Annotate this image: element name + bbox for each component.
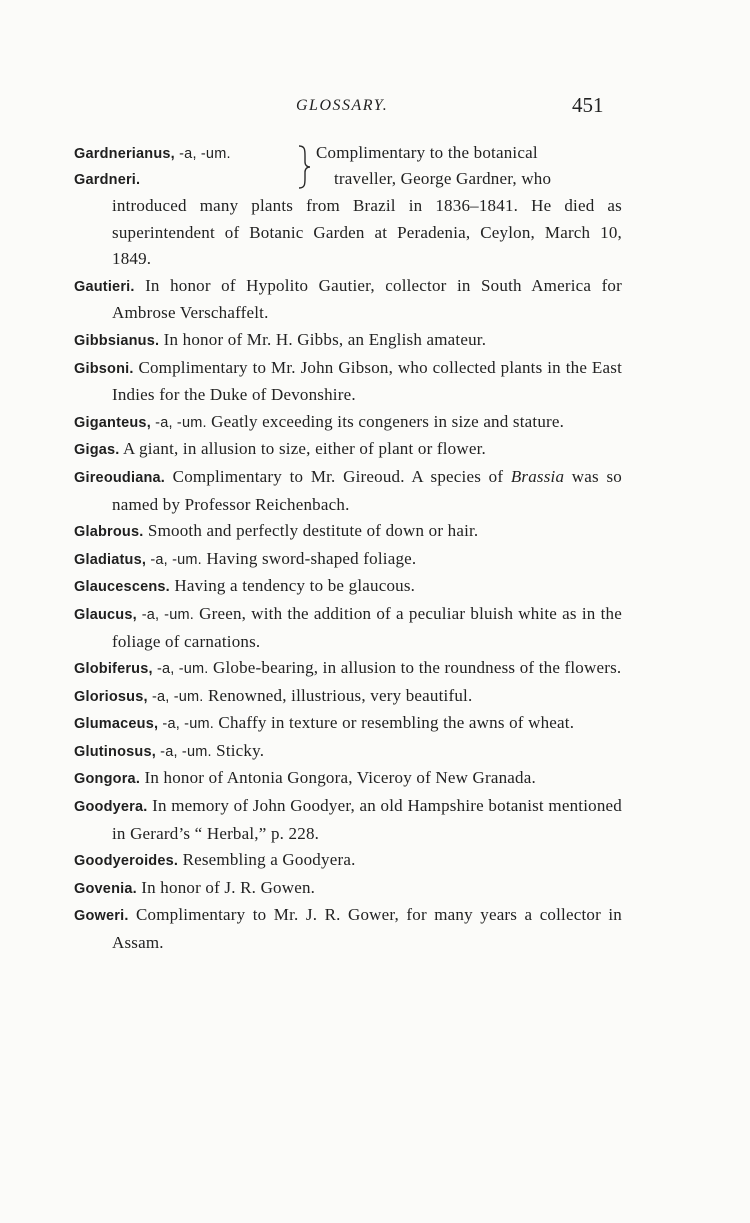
- glossary-entry: [74, 902, 622, 956]
- term-suffix: -a, -um.: [147, 688, 204, 705]
- term-suffix: -a, -um.: [152, 661, 209, 678]
- glossary-term: Gautieri.: [74, 278, 135, 295]
- glossary-entry: [74, 875, 622, 903]
- glossary-term: Gibbsianus.: [74, 332, 160, 349]
- glossary-term: Gibsoni.: [74, 360, 134, 377]
- glossary-list: [74, 140, 622, 957]
- term-suffix: -a, -um.: [136, 606, 194, 623]
- glossary-term: Giganteus,: [74, 414, 151, 431]
- definition-line-2: traveller, George Gardner, who: [334, 169, 552, 188]
- definition: Green, with the addition of a peculiar bluish white as in the foliage of carnations.: [112, 603, 623, 651]
- glossary-entry: [74, 464, 622, 518]
- definition: In honor of J. R. Gowen.: [136, 877, 316, 897]
- glossary-entry: [74, 793, 622, 847]
- glossary-entry: [74, 573, 622, 601]
- definition: Complimentary to Mr. John Gibson, who collected plants in the East Indies for the Duke of Devonshire.: [112, 357, 622, 405]
- glossary-term: Goodyera.: [74, 799, 148, 816]
- definition-continuation: introduced many plants from Brazil in 1836–1841. He died as superintendent of Botanic Garden at Peradenia, Ceylon, March 10, 1849.: [112, 196, 622, 269]
- term-suffix: -a, -um.: [150, 414, 207, 431]
- glossary-term: Glabrous.: [74, 524, 144, 541]
- glossary-entry: [74, 518, 622, 546]
- glossary-entry-gardnerianus: [74, 140, 622, 193]
- definition: Geatly exceeding its congeners in size and stature.: [206, 411, 565, 431]
- definition: A giant, in allusion to size, either of plant or flower.: [119, 439, 486, 459]
- glossary-term: Globiferus,: [74, 661, 153, 678]
- italic-genus: Brassia: [510, 466, 565, 486]
- glossary-term: Gloriosus,: [74, 688, 148, 705]
- page-title: GLOSSARY.: [296, 97, 389, 114]
- term-suffix: -a, -um.: [146, 551, 202, 568]
- glossary-entry: [74, 738, 622, 766]
- glossary-entry: [74, 273, 622, 327]
- glossary-term: Gigas.: [74, 442, 120, 459]
- glossary-term: Gardneri.: [74, 172, 141, 188]
- glossary-entry: [74, 327, 622, 355]
- glossary-entry: [74, 683, 622, 711]
- glossary-entry: [74, 436, 622, 464]
- definition: Having sword-shaped foliage.: [201, 548, 417, 568]
- definition: Complimentary to Mr. J. R. Gower, for many years a collector in Assam.: [112, 905, 622, 953]
- definition: Resembling a Goodyera.: [178, 850, 356, 870]
- glossary-term: Govenia.: [74, 880, 137, 897]
- page-number: 451: [572, 93, 604, 117]
- glossary-term: Glaucus,: [74, 606, 137, 623]
- glossary-entry: [74, 409, 622, 437]
- glossary-entry: [74, 765, 622, 793]
- definition: Having a tendency to be glaucous.: [169, 576, 416, 596]
- definition: Complimentary to Mr. Gireoud. A species of: [165, 466, 511, 486]
- definition: Renowned, illustrious, very beautiful.: [203, 685, 473, 705]
- glossary-term: Glaucescens.: [74, 579, 170, 596]
- definition: In honor of Mr. H. Gibbs, an English amateur.: [159, 329, 487, 349]
- glossary-term: Gireoudiana.: [74, 469, 166, 486]
- glossary-entry: [74, 847, 622, 875]
- glossary-term: Goweri.: [74, 908, 129, 925]
- glossary-entry: [74, 601, 622, 655]
- definition-end: was so named by Professor Reichenbach.: [112, 466, 622, 514]
- running-head: [0, 93, 750, 131]
- term-suffix: -a, -um.: [174, 146, 231, 162]
- definition-line-1: Complimentary to the botanical: [316, 143, 538, 162]
- glossary-term: Gardnerianus,: [74, 146, 175, 162]
- definition: In memory of John Goodyer, an old Hampshire botanist mentioned in Gerard’s “ Herbal,” p. 228.: [112, 796, 622, 843]
- right-brace-icon: [296, 144, 312, 190]
- glossary-term: Gladiatus,: [74, 551, 147, 568]
- glossary-entry: [74, 355, 622, 409]
- term-suffix: -a, -um.: [158, 716, 214, 733]
- definition: In honor of Hypolito Gautier, collector in South America for Ambrose Verschaffelt.: [112, 275, 622, 323]
- glossary-entry: [74, 710, 622, 738]
- definition: In honor of Antonia Gongora, Viceroy of New Granada.: [140, 768, 536, 788]
- glossary-term: Glumaceus,: [74, 716, 159, 733]
- glossary-entry: [74, 546, 622, 574]
- definition: Sticky.: [211, 740, 265, 760]
- glossary-term: Glutinosus,: [74, 743, 156, 760]
- glossary-entry: [74, 655, 622, 683]
- term-suffix: -a, -um.: [155, 743, 212, 760]
- definition: Globe-bearing, in allusion to the roundness of the flowers.: [208, 658, 622, 678]
- definition: Chaffy in texture or resembling the awns of wheat.: [213, 713, 575, 733]
- glossary-term: Goodyeroides.: [74, 853, 179, 870]
- glossary-term: Gongora.: [74, 771, 141, 788]
- definition: Smooth and perfectly destitute of down or hair.: [143, 521, 479, 541]
